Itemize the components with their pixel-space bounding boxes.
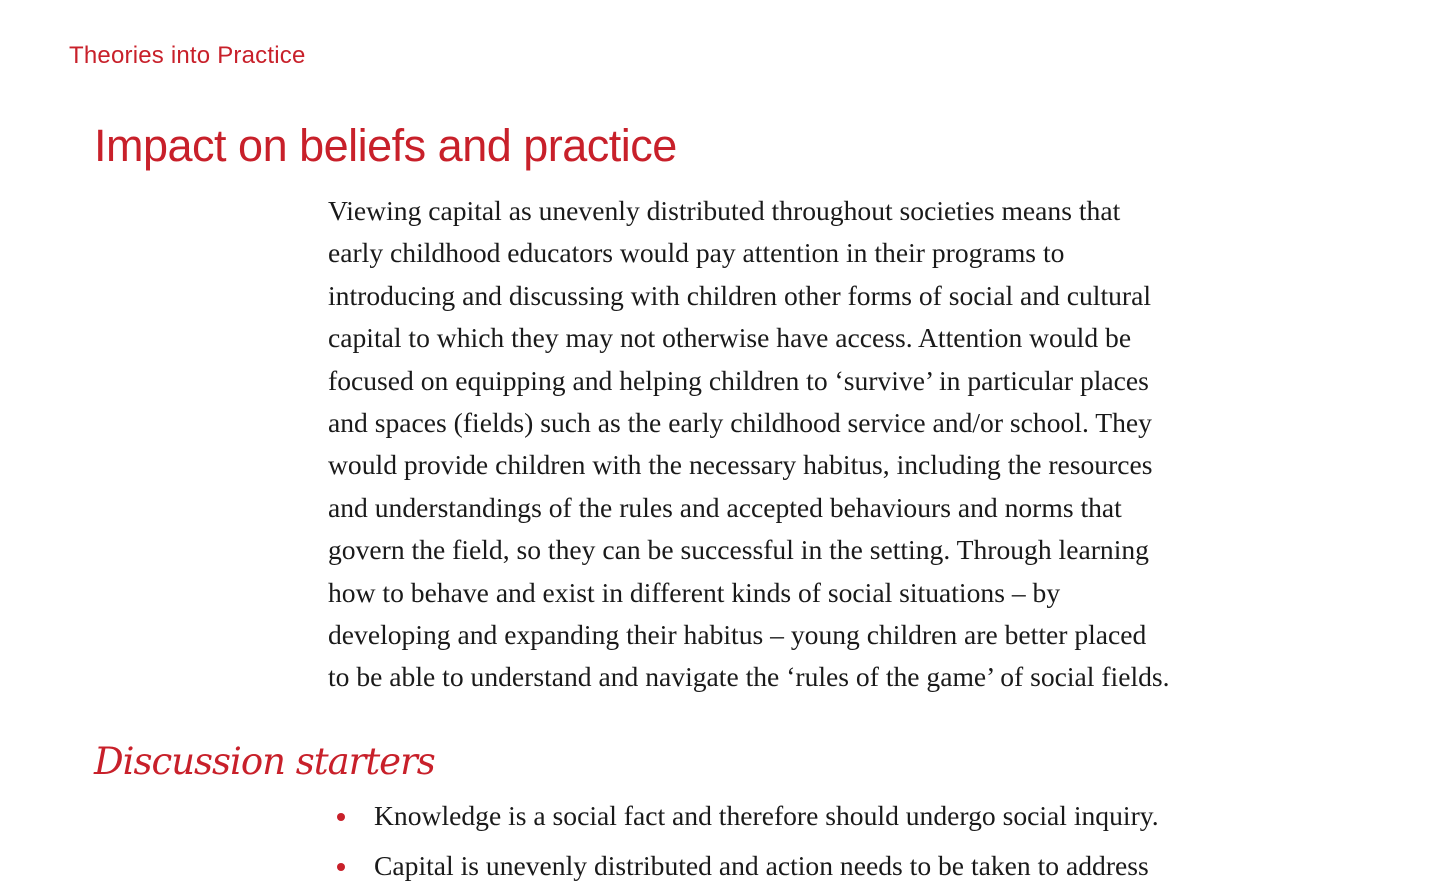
discussion-list <box>328 796 1159 888</box>
paragraph-line: early childhood educators would pay attention in their programs to <box>328 237 1065 269</box>
paragraph-line: focused on equipping and helping children to ‘survive’ in particular places <box>328 364 1149 396</box>
bullet-icon <box>337 813 345 821</box>
paragraph-line: govern the field, so they can be successful in the setting. Through learning <box>328 534 1149 566</box>
running-header: Theories into Practice <box>69 42 306 69</box>
bullet-icon <box>337 863 345 871</box>
paragraph-line: introducing and discussing with children other forms of social and cultural <box>328 279 1152 311</box>
paragraph-line: would provide children with the necessary habitus, including the resources <box>328 449 1153 481</box>
paragraph-line: Viewing capital as unevenly distributed throughout societies means that <box>328 195 1121 226</box>
paragraph-line: capital to which they may not otherwise have access. Attention would be <box>328 322 1132 354</box>
paragraph-line: and understandings of the rules and accepted behaviours and norms that <box>328 491 1122 523</box>
discussion-bullet-item <box>328 796 1159 836</box>
bullet-text: Knowledge is a social fact and therefore should undergo social inquiry. <box>374 800 1159 831</box>
paragraph-line: how to behave and exist in different kinds of social situations – by <box>328 576 1061 608</box>
discussion-title: Discussion starters <box>94 740 435 783</box>
section-title: Impact on beliefs and practice <box>94 120 677 171</box>
bullet-text: Capital is unevenly distributed and action needs to be taken to address <box>374 850 1149 881</box>
discussion-bullet-item <box>328 846 1159 886</box>
paragraph-line: and spaces (fields) such as the early childhood service and/or school. They <box>328 406 1152 438</box>
paragraph-line: developing and expanding their habitus – young children are better placed <box>328 618 1147 650</box>
body-paragraph <box>328 190 1318 699</box>
paragraph-line: to be able to understand and navigate the ‘rules of the game’ of social fields. <box>328 661 1170 693</box>
